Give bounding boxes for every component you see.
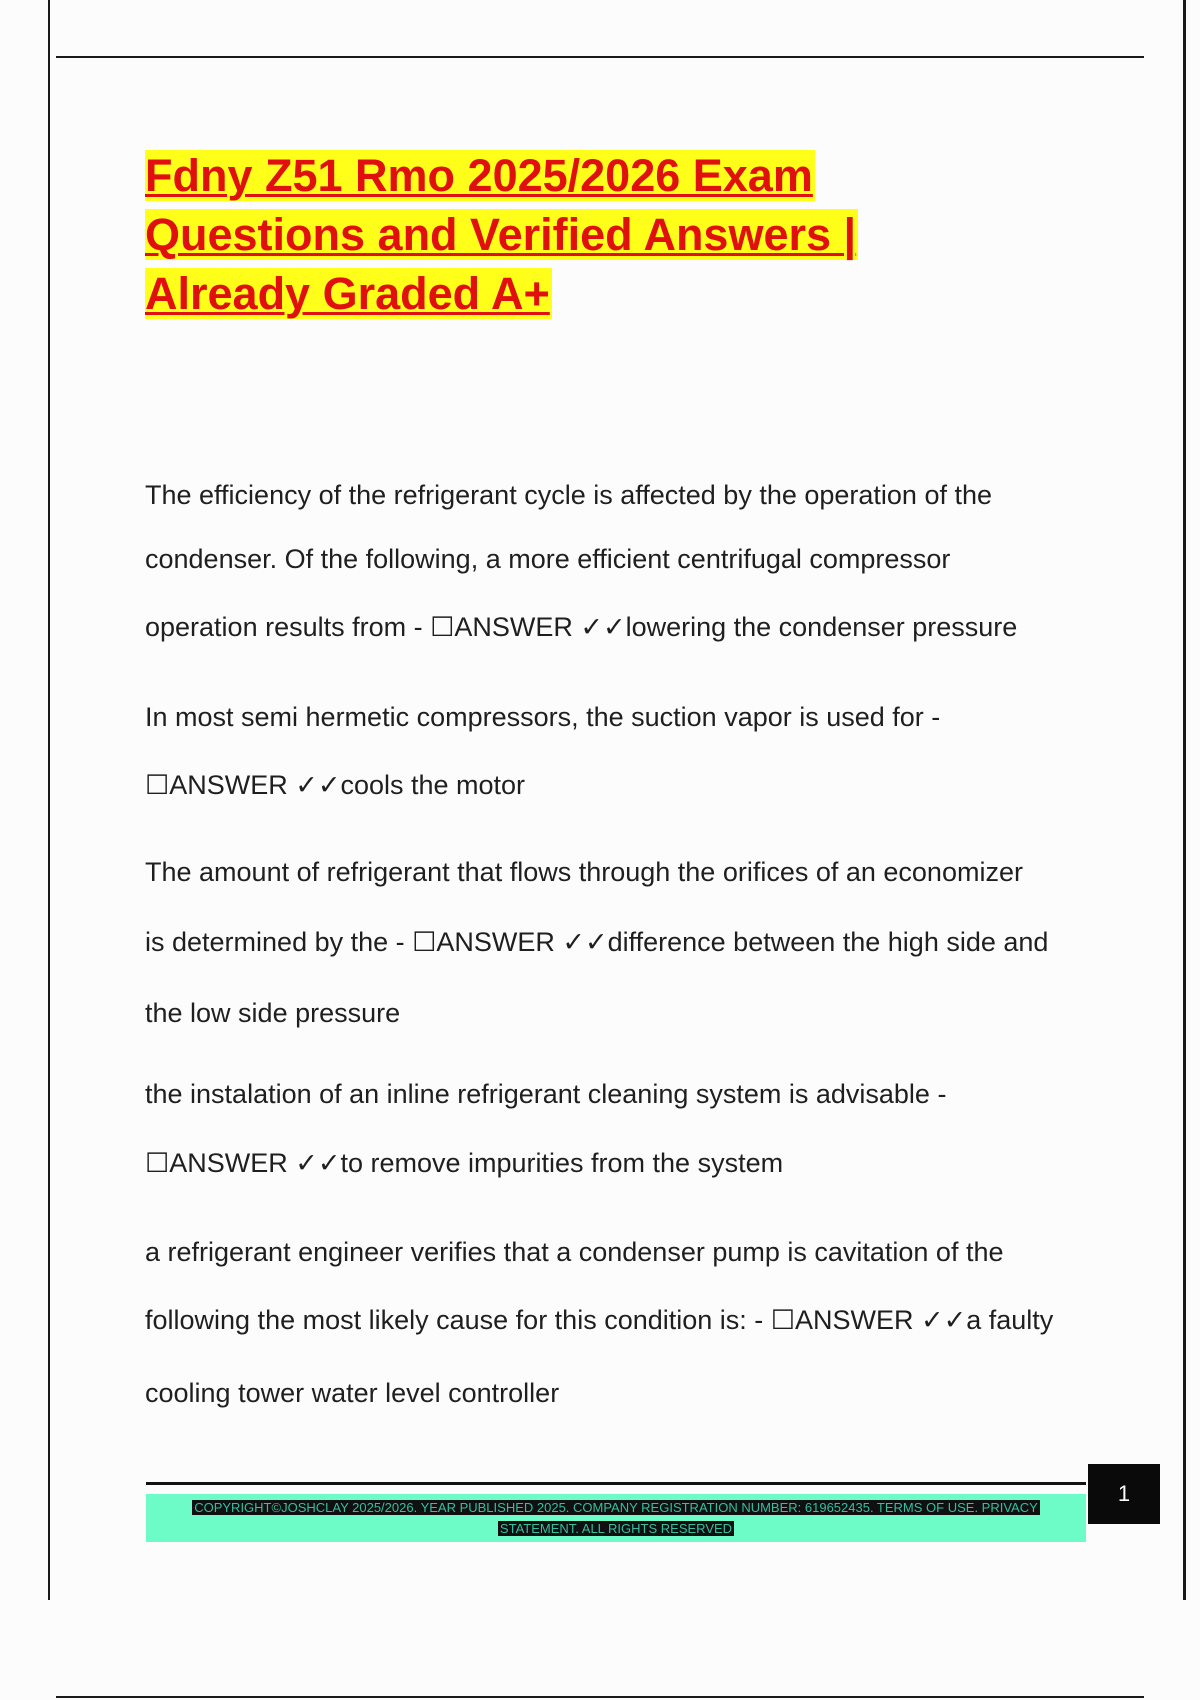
qa-line: following the most likely cause for this condition is: - ☐ANSWER ✓✓a faulty [145,1305,1054,1335]
qa-line: the instalation of an inline refrigerant cleaning system is advisable - [145,1079,947,1109]
qa-line: condenser. Of the following, a more efficient centrifugal compressor [145,544,951,574]
header-rule [56,56,1144,58]
copyright-footer [146,1494,1086,1542]
page-number: 1 [1088,1464,1160,1524]
qa-line: cooling tower water level controller [145,1378,560,1408]
document-title [145,146,1045,323]
qa-line: operation results from - ☐ANSWER ✓✓lowering the condenser pressure [145,612,1018,642]
title-line-1: Fdny Z51 Rmo 2025/2026 Exam [145,150,813,201]
next-page-rule [56,1696,1144,1698]
qa-line: The efficiency of the refrigerant cycle is affected by the operation of the [145,480,992,510]
title-line-3: Already Graded A+ [145,268,550,319]
page-border-left [48,0,50,1600]
qa-line: ☐ANSWER ✓✓to remove impurities from the system [145,1148,784,1178]
qa-line: In most semi hermetic compressors, the suction vapor is used for - [145,702,941,732]
qa-line: the low side pressure [145,998,401,1028]
qa-line: ☐ANSWER ✓✓cools the motor [145,770,526,800]
page-border-right [1183,0,1186,1600]
footer-rule [146,1482,1086,1485]
qa-line: is determined by the - ☐ANSWER ✓✓difference between the high side and [145,927,1049,957]
title-line-2: Questions and Verified Answers | [145,209,857,260]
qa-line: The amount of refrigerant that flows through the orifices of an economizer [145,857,1023,887]
qa-line: a refrigerant engineer verifies that a condenser pump is cavitation of the [145,1237,1004,1267]
copyright-text: COPYRIGHT©JOSHCLAY 2025/2026. YEAR PUBLISHED 2025. COMPANY REGISTRATION NUMBER: 619652435. TERMS OF USE. PRIVACY STATEMENT. ALL RIGHTS RESERVED [194,1500,1038,1536]
